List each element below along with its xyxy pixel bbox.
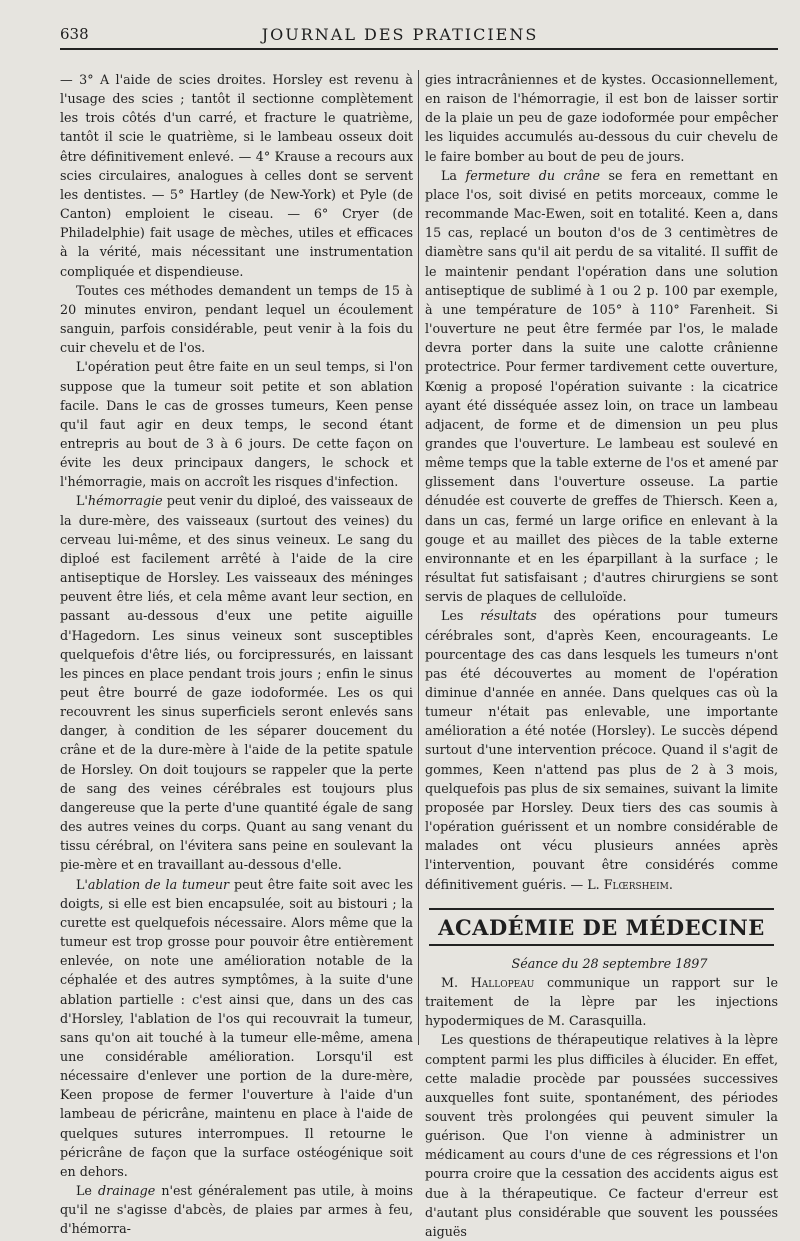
- text-run: L': [76, 876, 88, 892]
- paragraph: Les questions de thérapeutique relatives à la lèpre comptent parmi les plus difficiles à élucider. En effet, cette maladie procède par poussées successives auxquelles font suite, spontanément, des périodes souvent très prolongées qui peuvent simuler la guérison. Que l'on vienne à administrer un médicament au cours d'une de ces régressions et l'on pourra croire que la cessation des accidents aigus est due à la thérapeutique. Ce facteur d'erreur est d'autant plus considérable que souvent les poussées aiguës: [425, 1032, 778, 1239]
- paragraph: Toutes ces méthodes demandent un temps de 15 à 20 minutes environ, pendant lequel un écoulement sanguin, parfois considérable, peut venir à la fois du cuir chevelu et de l'os.: [60, 282, 413, 356]
- emphasis: résultats: [480, 608, 537, 624]
- text-run: L': [76, 493, 88, 509]
- text-run: des opérations pour tumeurs cérébrales sont, d'après Keen, encourageants. Le pourcentage des cas dans lesquels les tumeurs n'ont pas été découvertes au moment de l'opération diminue d'année en année. Dans quelques cas où la tumeur n'était pas enlevable, une importante amélioration a été notée (Horsley). Le succès dépend surtout d'une intervention précoce. Quand il s'agit de gommes, Keen n'attend pas plus de 2 à 3 mois, quelquefois pas plus de six semaines, suivant la limite proposée par Horsley. Deux tiers des cas soumis à l'opération guérissent et un nombre considérable de malades ont vécu plusieurs années après l'intervention, pouvant être considérés comme définitivement guéris. — L.: [425, 608, 779, 892]
- section-heading-box: [429, 908, 774, 946]
- column-divider: [418, 70, 419, 1045]
- paragraph: [60, 1181, 413, 1238]
- page-header: [0, 0, 800, 48]
- text-run: communique un rapport sur le traitement de la lèpre par les injections hypodermiques de M. Carasquilla.: [425, 974, 778, 1029]
- paragraph: [425, 973, 778, 1030]
- speaker-name: M. Hallopeau: [441, 974, 535, 990]
- text-run: Le: [76, 1183, 99, 1199]
- emphasis: hémorragie: [87, 493, 163, 509]
- emphasis: ablation de la tumeur: [87, 876, 230, 892]
- journal-title: JOURNAL DES PRATICIENS: [261, 25, 539, 44]
- right-column: [425, 70, 778, 1241]
- emphasis: fermeture du crâne: [465, 167, 600, 183]
- section-title: ACADÉMIE DE MÉDECINE: [438, 914, 765, 940]
- text-run: Les: [441, 608, 481, 624]
- paragraph: [60, 875, 413, 1182]
- paragraph: L'opération peut être faite en un seul temps, si l'on suppose que la tumeur soit petite et son ablation facile. Dans le cas de grosses tumeurs, Keen pense qu'il faut agir en deux temps, le second étant entrepris au bout de 3 à 6 jours. De cette façon on évite les deux principaux dangers, le schock et l'hémorragie, mais on accroît les risques d'infection.: [60, 359, 413, 490]
- text-run: peut être faite soit avec les doigts, si elle est bien encapsulée, soit au bistouri ; la curette est quelquefois nécessaire. Alors même que la tumeur est trop grosse pour pouvoir être entièrement enlevée, on note une amélioration notable de la céphalée et des autres symptômes, à la suite d'une ablation partielle : c'est ainsi que, dans un des cas d'Horsley, l'ablation de l'os qui recouvrait la tumeur, sans qu'on ait touché à la tumeur elle-même, amena une considérable amélioration. Lorsqu'il est nécessaire d'enlever une portion de la dure-mère, Keen propose de fermer l'ouverture à l'aide d'un lambeau de péricrâne, maintenu en place à l'aide de quelques sutures interrompues. Il retourne le péricrâne de façon que la surface ostéogénique soit en dehors.: [60, 876, 414, 1179]
- header-rule: [60, 48, 778, 50]
- emphasis: drainage: [98, 1183, 156, 1199]
- session-date: Séance du 28 septembre 1897: [511, 955, 708, 971]
- text-run: peut venir du diploé, des vaisseaux de la dure-mère, des vaisseaux (surtout des veines) du cerveau lui-même, et des sinus veineux. Le sang du diploé est facilement arrêté à l'aide de la cire antiseptique de Horsley. Les vaisseaux des méninges peuvent être liés, et cela même avant leur section, en passant au-dessous d'eux une petite aiguille d'Hagedorn. Les sinus veineux sont susceptibles quelquefois d'être liés, ou forcipressurés, en laissant les pinces en place pendant trois jours ; enfin le sinus peut être bourré de gaze iodoformée. Les os qui recouvrent les sinus superficiels seront enlevés sans danger, à condition de les séparer doucement du crâne et de la dure-mère à l'aide de la petite spatule de Horsley. On doit toujours se rappeler que la perte de sang des veines cérébrales est toujours plus dangereuse que la perte d'une quantité égale de sang des autres veines du corps. Quant au sang venant du tissu cérébral, on l'évitera sans peine en soulevant la pie-mère et en travaillant au-dessous d'elle.: [60, 493, 413, 873]
- paragraph: gies intracrâniennes et de kystes. Occasionnellement, en raison de l'hémorragie, il est bon de laisser sortir de la plaie un peu de gaze iodoformée pour empêcher les liquides accumulés au-dessous du cuir chevelu de le faire bomber au bout de peu de jours.: [425, 72, 778, 164]
- text-run: La: [441, 167, 466, 183]
- text-run: se fera en remettant en place l'os, soit divisé en petits morceaux, comme le recommande Mac-Ewen, soit en totalité. Keen a, dans 15 cas, replacé un bouton d'os de 3 centimètres de diamètre sans qu'il ait perdu de sa vitalité. Il suffit de le maintenir pendant l'opération dans une solution antiseptique de sublimé à 1 ou 2 p. 100 par exemple, à une température de 105° à 110° Farenheit. Si l'ouverture ne peut être fermée par l'os, le malade devra porter dans la suite une calotte crânienne protectrice. Pour fermer tardivement cette ouverture, Kœnig a proposé l'opération suivante : la cicatrice ayant été disséquée assez loin, on trace un lambeau adjacent, de forme et de dimension un peu plus grandes que l'ouverture. Le lambeau est soulevé en même temps que la table externe de l'os et amené par glissement dans l'ouverture osseuse. La partie dénudée est couverte de greffes de Thiersch. Keen a, dans un cas, fermé un large orifice en enlevant à la gouge et au maillet des pièces de la table externe environnante et en les éparpillant à la surface ; le résultat fut satisfaisant ; d'autres chirurgiens se sont servis de plaques de celluloïde.: [425, 167, 778, 605]
- page-number: 638: [60, 25, 89, 43]
- author-signature: Flœrsheim: [603, 876, 669, 892]
- left-column: [60, 70, 413, 1239]
- text-run: .: [668, 876, 673, 892]
- paragraph: — 3° A l'aide de scies droites. Horsley est revenu à l'usage des scies ; tantôt il sectionne complètement les trois côtés d'un carré, et fracture le quatrième, tantôt il scie le quatrième, si le lambeau osseux doit être définitivement enlevé. — 4° Krause a recours aux scies circulaires, analogues à celles dont se servent les dentistes. — 5° Hartley (de New-York) et Pyle (de Canton) emploient le ciseau. — 6° Cryer (de Philadelphie) fait usage de mèches, utiles et efficaces à la vérité, mais nécessitant une instrumentation compliquée et dispendieuse.: [60, 72, 413, 279]
- paragraph: [60, 491, 413, 874]
- paragraph: [425, 166, 778, 607]
- paragraph: [425, 606, 778, 893]
- text-run: n'est généralement pas utile, à moins qu'il ne s'agisse d'abcès, de plaies par armes à feu, d'hémorra-: [60, 1183, 414, 1237]
